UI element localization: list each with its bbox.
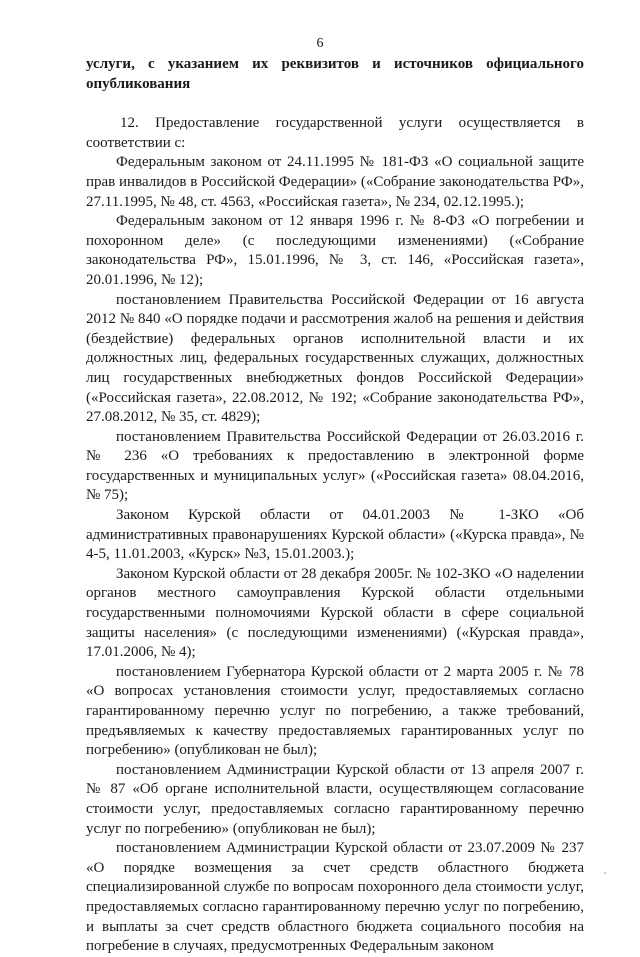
scan-speck — [604, 872, 606, 874]
paragraph-administration-87: постановлением Администрации Курской области от 13 апреля 2007 г. № 87 «Об органе исполнительной власти, осуществляющем согласование стоимости услуг, предоставляемых согласно гарантированному перечню услуг по погребению» (опубликован не был); — [86, 761, 584, 837]
paragraph-administration-237: постановлением Администрации Курской области от 23.07.2009 № 237 «О порядке возмещения за счет средств областного бюджета специализированной службе по вопросам похоронного дела стоимости услуг, предоставляемых согласно гарантированному перечню услуг по погребению, и выплаты за счет средств областного бюджета социального пособия на погребение в случаях, предусмотренных Федеральным законом — [86, 840, 584, 955]
paragraph-law-1-zko: Законом Курской области от 04.01.2003 № 1-ЗКО «Об административных правонарушениях Курской области» («Курска правда», № 4-5, 11.01.2003, «Курск» №3, 15.01.2003.); — [86, 507, 584, 563]
paragraph-law-102-zko: Законом Курской области от 28 декабря 2005г. № 102-ЗКО «О наделении органов местного самоуправления Курской области отдельными государственными полномочиями Курской области в сфере социальной защиты населения» (с последующими изменениями) («Курская правда», 17.01.2006, № 4); — [86, 565, 584, 661]
paragraph-law-8: Федеральным законом от 12 января 1996 г. № 8-ФЗ «О погребении и похоронном деле» (с последующими изменениями) («Собрание законодательства РФ», 15.01.1996, № 3, ст. 146, «Российская газета», 20.01.1996, № 12); — [86, 213, 584, 288]
paragraph-12-intro: 12. Предоставление государственной услуги осуществляется в соответствии с: — [86, 115, 584, 151]
section-heading: услуги, с указанием их реквизитов и источников официального опубликования — [86, 56, 584, 92]
paragraph-resolution-236: постановлением Правительства Российской Федерации от 26.03.2016 г. № 236 «О требованиях к предоставлению в электронной форме государственных и муниципальных услуг» («Российская газета» 08.04.2016, № 75); — [86, 428, 584, 504]
document-body — [86, 55, 584, 957]
page-number: 6 — [316, 36, 324, 51]
paragraph-governor-78: постановлением Губернатора Курской области от 2 марта 2005 г. № 78 «О вопросах установления стоимости услуг, предоставляемых согласно гарантированному перечню услуг по погребению, а также требований, предъявляемых к качеству предоставляемых гарантированных услуг по погребению» (опубликован не был); — [86, 663, 584, 759]
paragraph-resolution-840: постановлением Правительства Российской Федерации от 16 августа 2012 № 840 «О порядке подачи и рассмотрения жалоб на решения и действия (бездействие) федеральных органов исполнительной власти и их должностных лиц, федеральных государственных служащих, должностных лиц государственных внебюджетных фондов Российской Федерации» («Российская газета», 22.08.2012, № 192; «Собрание законодательства РФ», 27.08.2012, № 35, ст. 4829); — [86, 291, 584, 426]
paragraph-law-181: Федеральным законом от 24.11.1995 № 181-ФЗ «О социальной защите прав инвалидов в Российской Федерации» («Собрание законодательства РФ», 27.11.1995, № 48, ст. 4563, «Российская газета», № 234, 02.12.1995.); — [86, 154, 584, 210]
